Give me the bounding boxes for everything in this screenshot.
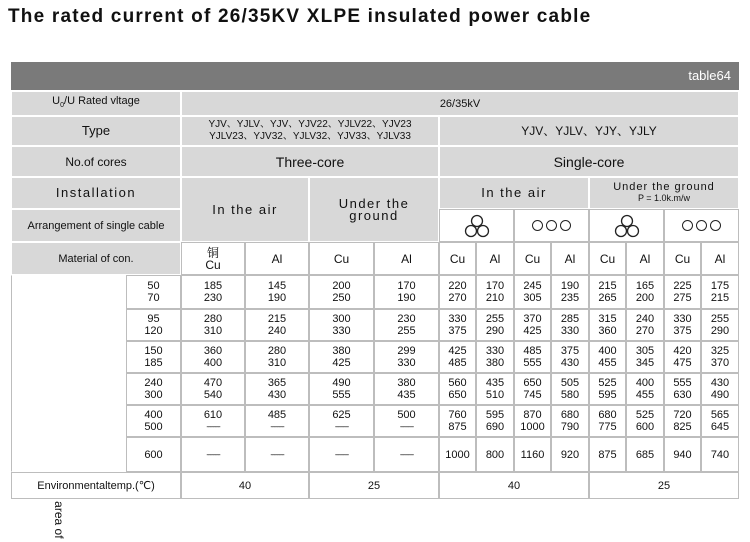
- current-value: 425: [523, 325, 542, 337]
- current-value: 870: [523, 409, 542, 421]
- table-cell: [439, 309, 476, 341]
- material-value: Al: [564, 251, 576, 266]
- table-cell: [374, 437, 439, 472]
- material-value-sub: Cu: [205, 257, 221, 272]
- current-value: 555: [332, 389, 351, 401]
- table-cell: [476, 437, 514, 472]
- current-value: 485: [267, 409, 287, 421]
- table-cell: [181, 405, 245, 437]
- current-value: 540: [203, 389, 223, 401]
- current-value: 310: [203, 325, 223, 337]
- environment-label: Environmentaltemp.(℃): [11, 472, 181, 499]
- material-col-0: [181, 242, 245, 275]
- arrangement-label: Arrangement of single cable: [11, 209, 181, 242]
- table-cell: [589, 275, 626, 309]
- type-three-line2: YJLV23、YJV32、YJLV32、YJV33、YJLV33: [209, 131, 411, 142]
- table-cell: [514, 373, 551, 405]
- table-cell: [701, 275, 739, 309]
- current-value: 255: [397, 325, 416, 337]
- trefoil-arrangement-air: [439, 209, 514, 242]
- dash-placeholder: --------: [399, 422, 414, 431]
- flat-formation-icon: [682, 220, 721, 231]
- table-cell: [309, 341, 374, 373]
- current-value: 300: [332, 313, 351, 325]
- current-value: 510: [485, 389, 505, 401]
- table-cell: [439, 437, 476, 472]
- environment-temp-1: 25: [309, 472, 439, 499]
- table-cell: [476, 405, 514, 437]
- current-value: 375: [673, 325, 692, 337]
- size-value: 240: [144, 377, 163, 389]
- current-value: 230: [397, 313, 416, 325]
- table-cell: [551, 341, 589, 373]
- current-value: 525: [635, 409, 655, 421]
- table-cell: [245, 373, 309, 405]
- table-cell: [181, 309, 245, 341]
- material-col-6: [514, 242, 551, 275]
- type-three-line1: YJV、YJLV、YJV、YJV22、YJLV22、YJV23: [208, 119, 412, 130]
- trefoil-arrangement-ground: [589, 209, 664, 242]
- size-value: 185: [144, 357, 163, 369]
- current-value: 875: [448, 421, 467, 433]
- environment-temp-3: 25: [589, 472, 739, 499]
- table-cell: [309, 275, 374, 309]
- table-cell: [626, 437, 664, 472]
- material-value: Cu: [599, 251, 616, 266]
- table-cell: [701, 373, 739, 405]
- current-value: 330: [560, 325, 580, 337]
- current-value: 330: [485, 345, 505, 357]
- current-value: 790: [560, 421, 580, 433]
- current-value: 200: [635, 292, 655, 304]
- table-cell: [439, 275, 476, 309]
- current-value: 680: [598, 409, 617, 421]
- current-value: 1000: [520, 421, 545, 433]
- current-value: 650: [448, 389, 467, 401]
- dash-placeholder: --------: [399, 449, 414, 459]
- current-value: 190: [397, 292, 416, 304]
- current-value: 775: [598, 421, 617, 433]
- current-value: 485: [523, 345, 542, 357]
- current-value: 330: [332, 325, 351, 337]
- current-value: 825: [673, 421, 692, 433]
- table-cell: [589, 405, 626, 437]
- material-col-11: [701, 242, 739, 275]
- table-cell: [514, 275, 551, 309]
- current-value: 680: [560, 409, 580, 421]
- table-cell: [589, 309, 626, 341]
- table-cell: [374, 309, 439, 341]
- table-cell: [551, 437, 589, 472]
- current-value: 250: [332, 292, 351, 304]
- current-value: 490: [710, 389, 730, 401]
- current-value: 290: [710, 325, 730, 337]
- current-value: 920: [560, 448, 580, 461]
- current-value: 200: [332, 280, 351, 292]
- table-cell: [664, 437, 701, 472]
- table-cell: [374, 275, 439, 309]
- table-cell: [514, 437, 551, 472]
- current-value: 190: [560, 280, 580, 292]
- single-ground-header: [589, 177, 739, 209]
- current-value: 580: [560, 389, 580, 401]
- current-value: 560: [448, 377, 467, 389]
- material-value: Cu: [333, 251, 350, 266]
- table-cell: [439, 341, 476, 373]
- current-value: 210: [485, 292, 505, 304]
- table-cell: [589, 437, 626, 472]
- trefoil-icon: [463, 214, 491, 238]
- table-cell: [626, 341, 664, 373]
- current-value: 240: [635, 313, 655, 325]
- current-value: 305: [635, 345, 655, 357]
- rated-voltage-value: 26/35kV: [181, 91, 739, 116]
- material-value: 铜: [206, 245, 219, 260]
- current-value: 760: [448, 409, 467, 421]
- current-value: 425: [448, 345, 467, 357]
- current-value: 330: [673, 313, 692, 325]
- material-value: Al: [489, 251, 501, 266]
- table-cell: [514, 341, 551, 373]
- current-value: 595: [485, 409, 505, 421]
- current-value: 430: [267, 389, 287, 401]
- current-value: 175: [710, 280, 730, 292]
- page-title: The rated current of 26/35KV XLPE insulated power cable: [8, 6, 592, 27]
- current-value: 145: [267, 280, 287, 292]
- current-value: 380: [332, 345, 351, 357]
- current-value: 245: [523, 280, 542, 292]
- current-value: 430: [710, 377, 730, 389]
- material-col-7: [551, 242, 589, 275]
- material-value: Cu: [449, 251, 466, 266]
- current-value: 280: [203, 313, 223, 325]
- current-value: 375: [448, 325, 467, 337]
- size-value: 120: [144, 325, 163, 337]
- current-value: 255: [710, 313, 730, 325]
- current-value: 800: [485, 448, 505, 461]
- table-cell: [309, 437, 374, 472]
- table-cell: [589, 373, 626, 405]
- current-value: 275: [673, 292, 692, 304]
- current-value: 740: [710, 448, 730, 461]
- section-label-cell: [11, 275, 126, 472]
- table-cell: [551, 309, 589, 341]
- current-value: 1000: [445, 448, 470, 461]
- table-cell: [309, 373, 374, 405]
- current-value: 215: [267, 313, 287, 325]
- table-cell: [181, 373, 245, 405]
- current-value: 270: [448, 292, 467, 304]
- material-col-1: [245, 242, 309, 275]
- material-col-4: [439, 242, 476, 275]
- current-value: 370: [523, 313, 542, 325]
- material-col-10: [664, 242, 701, 275]
- current-value: 455: [598, 357, 617, 369]
- current-value: 370: [710, 357, 730, 369]
- current-value: 185: [203, 280, 223, 292]
- current-value: 220: [448, 280, 467, 292]
- table-cell: [701, 309, 739, 341]
- table-cell: [664, 405, 701, 437]
- table-cell: [309, 309, 374, 341]
- table-cell: [664, 309, 701, 341]
- rated-voltage-label: [11, 91, 181, 116]
- current-value: 235: [560, 292, 580, 304]
- current-value: 745: [523, 389, 542, 401]
- size-value: 50: [147, 280, 160, 292]
- current-value: 685: [635, 448, 655, 461]
- table-banner: [11, 62, 739, 90]
- current-value: 345: [635, 357, 655, 369]
- material-col-2: [309, 242, 374, 275]
- table-cell: [245, 309, 309, 341]
- type-single-core: YJV、YJLV、YJY、YJLY: [439, 116, 739, 146]
- size-value: 600: [144, 448, 163, 461]
- environment-temp-0: 40: [181, 472, 309, 499]
- size-cell: [126, 373, 181, 405]
- current-value: 400: [203, 357, 223, 369]
- current-value: 215: [710, 292, 730, 304]
- size-value: 500: [144, 421, 163, 433]
- current-value: 230: [203, 292, 223, 304]
- current-value: 435: [397, 389, 416, 401]
- current-value: 400: [635, 377, 655, 389]
- current-value: 555: [673, 377, 692, 389]
- table-cell: [514, 309, 551, 341]
- current-value: 595: [598, 389, 617, 401]
- material-label: Material of con.: [11, 242, 181, 275]
- current-value: 315: [598, 313, 617, 325]
- rated-voltage-label-text: $U_0/U$ Rated vltage: [52, 94, 140, 110]
- table-cell: [476, 275, 514, 309]
- environment-temp-2: 40: [439, 472, 589, 499]
- size-cell: [126, 309, 181, 341]
- material-col-5: [476, 242, 514, 275]
- current-value: 305: [523, 292, 542, 304]
- current-value: 435: [485, 377, 505, 389]
- three-ground-header: Under the ground: [309, 177, 439, 242]
- material-value: Al: [639, 251, 651, 266]
- table-cell: [701, 405, 739, 437]
- table-cell: [626, 275, 664, 309]
- material-col-9: [626, 242, 664, 275]
- current-value: 430: [560, 357, 580, 369]
- current-value: 165: [635, 280, 655, 292]
- dash-placeholder: --------: [270, 449, 284, 459]
- size-value: 150: [144, 345, 163, 357]
- current-value: 1160: [520, 448, 545, 461]
- three-air-header: In the air: [181, 177, 309, 242]
- current-value: 330: [448, 313, 467, 325]
- table-cell: [245, 275, 309, 309]
- installation-label: Installation: [11, 177, 181, 209]
- current-value: 600: [635, 421, 655, 433]
- material-value: Al: [401, 251, 412, 266]
- current-value: 875: [598, 448, 617, 461]
- table-cell: [551, 373, 589, 405]
- table-cell: [245, 437, 309, 472]
- flat-arrangement-air: [514, 209, 589, 242]
- dash-placeholder: --------: [270, 422, 284, 431]
- flat-arrangement-ground: [664, 209, 739, 242]
- current-value: 425: [332, 357, 351, 369]
- table-cell: [664, 373, 701, 405]
- dash-placeholder: --------: [206, 422, 220, 431]
- current-value: 360: [203, 345, 223, 357]
- single-ground-label: Under the ground: [613, 181, 715, 193]
- dash-placeholder: --------: [334, 449, 349, 459]
- current-value: 270: [635, 325, 655, 337]
- current-value: 280: [267, 345, 287, 357]
- material-value: Al: [271, 251, 283, 266]
- trefoil-icon: [613, 214, 641, 238]
- table-cell: [626, 373, 664, 405]
- dash-placeholder: --------: [334, 422, 349, 431]
- table-cell: [476, 341, 514, 373]
- current-value: 330: [397, 357, 416, 369]
- size-cell: [126, 437, 181, 472]
- current-value: 375: [560, 345, 580, 357]
- table-cell: [374, 373, 439, 405]
- table-cell: [374, 405, 439, 437]
- table-cell: [664, 275, 701, 309]
- current-value: 555: [523, 357, 542, 369]
- cores-three: Three-core: [181, 146, 439, 177]
- current-value: 225: [673, 280, 692, 292]
- current-value: 170: [485, 280, 505, 292]
- table-cell: [701, 341, 739, 373]
- current-value: 290: [485, 325, 505, 337]
- table-cell: [664, 341, 701, 373]
- current-value: 170: [397, 280, 416, 292]
- current-value: 610: [203, 409, 223, 421]
- current-value: 310: [267, 357, 287, 369]
- current-value: 630: [673, 389, 692, 401]
- table-cell: [181, 437, 245, 472]
- size-value: 300: [144, 389, 163, 401]
- current-value: 400: [598, 345, 617, 357]
- current-value: 475: [673, 357, 692, 369]
- table-cell: [626, 405, 664, 437]
- type-label: Type: [11, 116, 181, 146]
- table-cell: [439, 405, 476, 437]
- table-label: table64: [688, 68, 731, 83]
- current-value: 285: [560, 313, 580, 325]
- current-value: 240: [267, 325, 287, 337]
- cores-single: Single-core: [439, 146, 739, 177]
- material-col-8: [589, 242, 626, 275]
- current-value: 500: [397, 409, 416, 421]
- cores-label: No.of cores: [11, 146, 181, 177]
- current-value: 940: [673, 448, 692, 461]
- material-col-3: [374, 242, 439, 275]
- rated-current-table: [11, 62, 739, 508]
- size-value: 400: [144, 409, 163, 421]
- size-value: 70: [147, 292, 160, 304]
- material-value: Cu: [524, 251, 541, 266]
- current-value: 720: [673, 409, 692, 421]
- flat-formation-icon: [532, 220, 571, 231]
- table-cell: [551, 405, 589, 437]
- size-cell: [126, 275, 181, 309]
- single-ground-sub: P = 1.0k.m/w: [637, 193, 691, 203]
- size-value: 95: [147, 313, 160, 325]
- current-value: 455: [635, 389, 655, 401]
- current-value: 360: [598, 325, 617, 337]
- current-value: 470: [203, 377, 223, 389]
- table-cell: [514, 405, 551, 437]
- current-value: 645: [710, 421, 730, 433]
- current-value: 490: [332, 377, 351, 389]
- current-value: 690: [485, 421, 505, 433]
- current-value: 485: [448, 357, 467, 369]
- dash-placeholder: --------: [206, 449, 220, 459]
- current-value: 525: [598, 377, 617, 389]
- single-air-header: In the air: [439, 177, 589, 209]
- current-value: 325: [710, 345, 730, 357]
- size-cell: [126, 405, 181, 437]
- table-cell: [309, 405, 374, 437]
- table-cell: [551, 275, 589, 309]
- current-value: 650: [523, 377, 542, 389]
- table-cell: [626, 309, 664, 341]
- current-value: 505: [560, 377, 580, 389]
- table-cell: [181, 275, 245, 309]
- current-value: 380: [485, 357, 505, 369]
- table-cell: [589, 341, 626, 373]
- size-cell: [126, 341, 181, 373]
- material-value: Cu: [674, 251, 691, 266]
- current-value: 565: [710, 409, 730, 421]
- current-value: 420: [673, 345, 692, 357]
- table-cell: [181, 341, 245, 373]
- current-value: 625: [332, 409, 351, 421]
- current-value: 299: [397, 345, 416, 357]
- current-value: 215: [598, 280, 617, 292]
- table-cell: [476, 309, 514, 341]
- table-cell: [245, 405, 309, 437]
- table-cell: [245, 341, 309, 373]
- current-value: 380: [397, 377, 416, 389]
- current-value: 190: [267, 292, 287, 304]
- table-cell: [374, 341, 439, 373]
- current-value: 255: [485, 313, 505, 325]
- type-three-core: [181, 116, 439, 146]
- table-cell: [476, 373, 514, 405]
- current-value: 365: [267, 377, 287, 389]
- material-value: Al: [714, 251, 726, 266]
- current-value: 265: [598, 292, 617, 304]
- table-cell: [439, 373, 476, 405]
- table-cell: [701, 437, 739, 472]
